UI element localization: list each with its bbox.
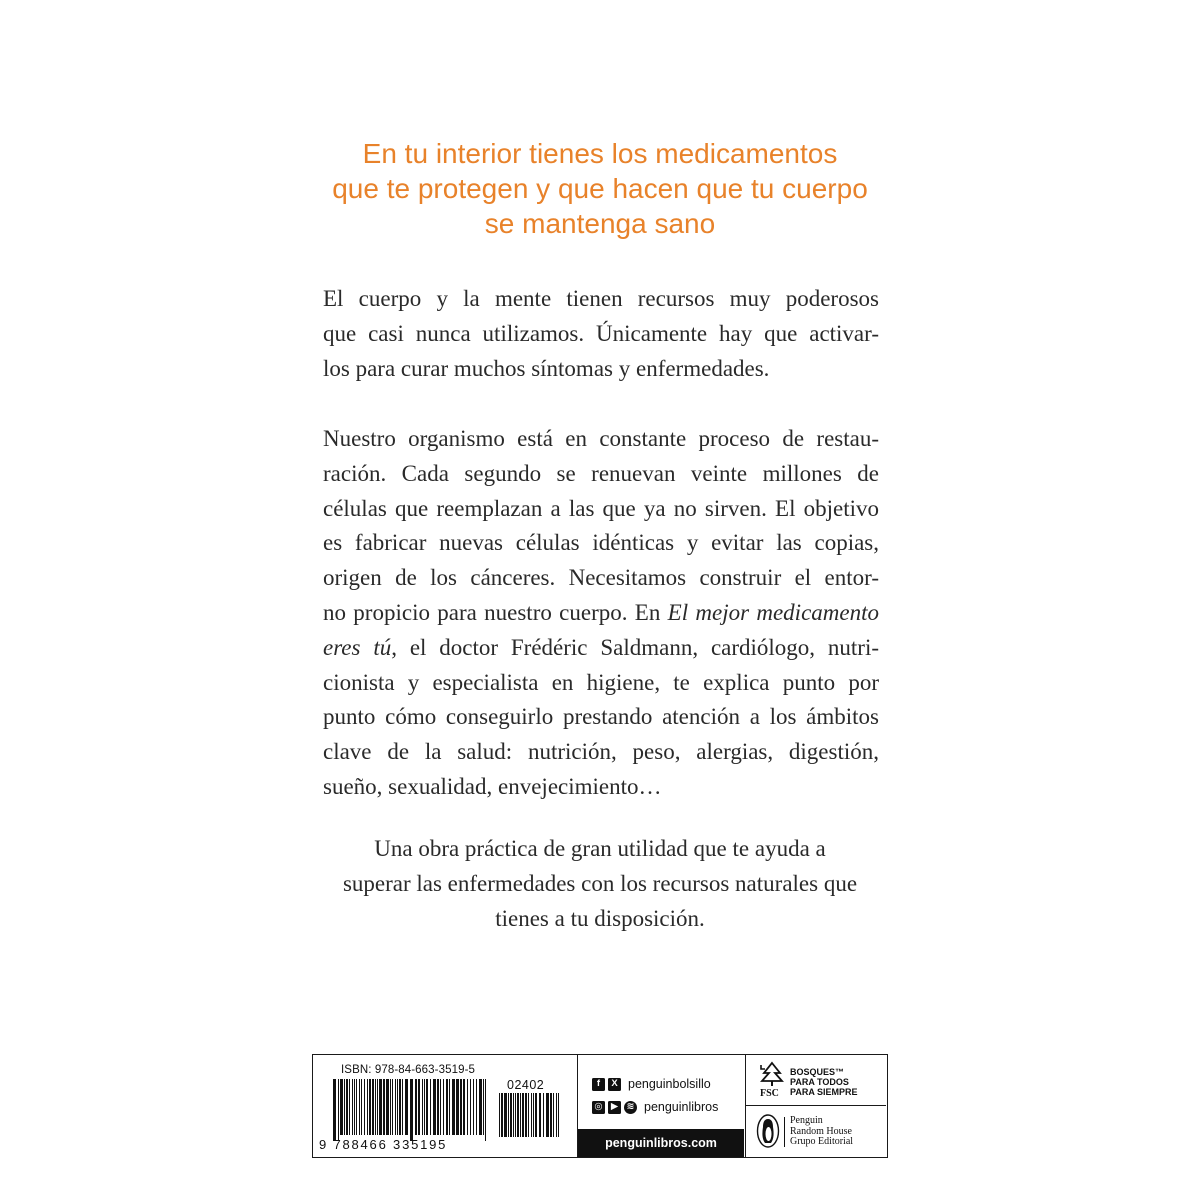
tagline-line: se mantenga sano <box>484 208 716 239</box>
barcode-bar <box>424 1079 425 1135</box>
barcode-bar <box>340 1079 343 1135</box>
barcode-bar <box>479 1079 482 1135</box>
text-line: tienes a tu disposición. <box>495 905 705 931</box>
social-handle: penguinlibros <box>644 1100 719 1114</box>
barcode-bar <box>546 1093 549 1137</box>
text-line: El cuerpo y la mente tienen recursos muy poderosos <box>323 286 879 311</box>
ean-barcode <box>333 1079 489 1141</box>
text-line: los para curar muchos síntomas y enfermedades. <box>323 355 770 381</box>
barcode-bar <box>344 1079 345 1135</box>
logo-divider <box>784 1117 785 1147</box>
barcode-bar <box>364 1079 365 1135</box>
back-cover-info-box <box>312 1054 888 1158</box>
text-line <box>323 596 879 631</box>
barcode-bar <box>422 1079 423 1135</box>
tagline-line: que te protegen y que hacen que tu cuerpo <box>332 173 868 204</box>
text-line: origen de los cánceres. Necesitamos construir el entor- <box>323 565 879 591</box>
synopsis-paragraph-1 <box>323 282 879 386</box>
fsc-slogan <box>790 1067 858 1097</box>
website-link: penguinlibros.com <box>578 1129 744 1157</box>
barcode-bar <box>433 1079 436 1135</box>
barcode-bar <box>440 1079 441 1135</box>
barcode-bar <box>379 1079 382 1135</box>
barcode-bar <box>402 1079 403 1135</box>
youtube-icon: ▶ <box>608 1101 621 1114</box>
barcode-bar <box>386 1079 389 1135</box>
social-row-libros <box>592 1099 718 1115</box>
fsc-tree-icon <box>758 1061 786 1087</box>
barcode-bar <box>501 1093 503 1137</box>
barcode-bar <box>533 1093 534 1137</box>
barcode-bar <box>399 1079 401 1135</box>
instagram-icon: ◎ <box>592 1101 605 1114</box>
fsc-certification <box>746 1055 886 1106</box>
text-line: Una obra práctica de gran utilidad que te ayuda a <box>374 836 826 861</box>
barcode-bar <box>539 1093 541 1137</box>
barcode-bar <box>499 1093 500 1137</box>
barcode-bar <box>528 1093 529 1137</box>
barcode-section <box>313 1055 577 1157</box>
barcode-bar <box>418 1079 420 1135</box>
barcode-addon-code: 02402 <box>507 1078 545 1092</box>
fsc-slogan-line: PARA TODOS <box>790 1077 849 1087</box>
barcode-bar <box>513 1093 514 1137</box>
barcode-bar <box>415 1079 417 1135</box>
text-line: sueño, sexualidad, envejecimiento… <box>323 773 662 799</box>
barcode-bar <box>333 1079 336 1141</box>
book-title-italic: eres tú <box>323 634 392 660</box>
barcode-bar <box>392 1079 393 1135</box>
isbn-label: ISBN: 978-84-663-3519-5 <box>341 1064 475 1076</box>
barcode-bar <box>485 1079 486 1141</box>
fsc-label: FSC <box>760 1088 779 1099</box>
barcode-bar <box>476 1079 477 1135</box>
barcode-bar <box>508 1093 509 1137</box>
text-line: que casi nunca utilizamos. Únicamente hay que activar- <box>323 320 879 346</box>
barcode-bar <box>338 1079 339 1141</box>
publisher-name-line: Random House <box>790 1125 852 1137</box>
barcode-bar <box>356 1079 357 1135</box>
barcode-bar <box>522 1093 524 1137</box>
barcode-bar <box>446 1079 448 1135</box>
social-row-bolsillo <box>592 1076 711 1092</box>
barcode-bar <box>390 1079 391 1135</box>
barcode-bar <box>349 1079 350 1135</box>
spotify-icon: ≋ <box>624 1101 637 1114</box>
barcode-bar <box>405 1079 408 1135</box>
barcode-bar <box>456 1079 459 1135</box>
x-icon: X <box>608 1078 621 1091</box>
barcode-bar <box>383 1079 385 1135</box>
tagline <box>300 136 900 241</box>
barcode-bar <box>377 1079 378 1135</box>
text-line: clave de la salud: nutrición, peso, alergias, digestión, <box>323 739 879 765</box>
text-line: punto cómo conseguirlo prestando atención a los ámbitos <box>323 704 879 730</box>
text-line: es fabricar nuevas células idénticas y evitar las copias, <box>323 530 879 556</box>
barcode-bar <box>525 1093 527 1137</box>
text-line: células que reemplazan a las que ya no sirven. El objetivo <box>323 495 879 521</box>
text-line: cionista y especialista en higiene, te explica punto por <box>323 669 879 695</box>
logos-section <box>745 1055 887 1157</box>
barcode-bar <box>510 1093 512 1137</box>
barcode-bar <box>397 1079 398 1135</box>
text-segment: , el doctor Frédéric Saldmann, cardiólogo, nutri- <box>391 634 879 660</box>
barcode-bar <box>473 1079 474 1135</box>
barcode-bar <box>550 1093 552 1137</box>
barcode-bar <box>520 1093 521 1137</box>
barcode-bar <box>361 1079 362 1135</box>
publisher-name <box>790 1116 853 1148</box>
barcode-bar <box>452 1079 455 1135</box>
barcode-bar <box>467 1079 468 1135</box>
fsc-slogan-line: PARA SIEMPRE <box>790 1087 858 1097</box>
barcode-bar <box>553 1093 554 1137</box>
text-segment: no propicio para nuestro cuerpo. En <box>323 599 668 625</box>
barcode-bar <box>395 1079 396 1135</box>
barcode-bar <box>504 1093 507 1137</box>
barcode-bar <box>375 1079 376 1135</box>
barcode-bar <box>449 1079 450 1135</box>
barcode-bar <box>460 1079 462 1135</box>
barcode-bar <box>359 1079 360 1135</box>
tagline-line: En tu interior tienes los medicamentos <box>362 138 838 169</box>
publisher-logo <box>746 1106 886 1156</box>
text-line <box>323 631 879 666</box>
addon-barcode <box>499 1093 561 1143</box>
barcode-bar <box>463 1079 465 1135</box>
barcode-bar <box>543 1093 544 1137</box>
barcode-bar <box>426 1079 428 1135</box>
book-title-italic: El mejor medicamento <box>667 599 879 625</box>
barcode-bar <box>430 1079 431 1135</box>
barcode-bar <box>437 1079 439 1135</box>
barcode-bar <box>556 1093 557 1137</box>
social-section <box>577 1055 745 1157</box>
publisher-name-line: Grupo Editorial <box>790 1136 854 1147</box>
barcode-bar <box>352 1079 353 1135</box>
publisher-name-line: Penguin <box>790 1115 823 1126</box>
ean-digits: 9 788466 335195 <box>319 1137 448 1152</box>
text-line: Nuestro organismo está en constante proceso de restau- <box>323 426 879 451</box>
barcode-bar <box>369 1079 371 1135</box>
barcode-bar <box>531 1093 532 1137</box>
barcode-bar <box>483 1079 484 1135</box>
penguin-icon <box>756 1113 780 1149</box>
barcode-bar <box>346 1079 348 1135</box>
barcode-bar <box>517 1093 519 1137</box>
barcode-bar <box>443 1079 444 1135</box>
fsc-slogan-line: BOSQUES™ <box>790 1067 845 1077</box>
barcode-bar <box>470 1079 471 1135</box>
closing-statement <box>300 832 900 936</box>
barcode-bar <box>558 1093 559 1137</box>
barcode-bar <box>410 1079 413 1141</box>
barcode-bar <box>372 1079 374 1135</box>
synopsis-paragraph-2 <box>323 422 879 805</box>
barcode-bar <box>367 1079 368 1135</box>
barcode-bar <box>535 1093 537 1137</box>
barcode-bar <box>354 1079 355 1135</box>
text-line: superar las enfermedades con los recursos naturales que <box>342 870 858 896</box>
facebook-icon: f <box>592 1078 605 1091</box>
text-line: ración. Cada segundo se renuevan veinte millones de <box>323 460 879 486</box>
social-handle: penguinbolsillo <box>628 1077 711 1091</box>
barcode-bar <box>515 1093 516 1137</box>
